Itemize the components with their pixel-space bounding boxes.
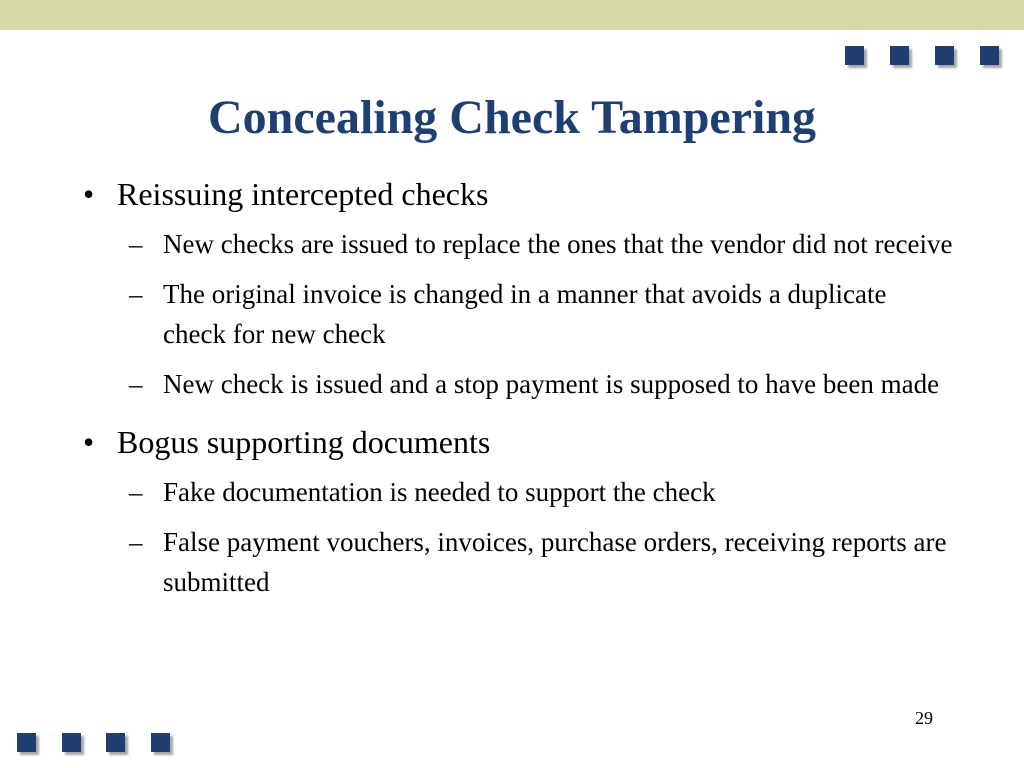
top-decorative-square bbox=[845, 46, 864, 65]
top-decorative-square bbox=[890, 46, 909, 65]
sub-bullet-marker: – bbox=[129, 229, 143, 259]
sub-bullet-text: False payment vouchers, invoices, purchase orders, receiving reports are submitted bbox=[163, 527, 947, 597]
bullet-item bbox=[83, 172, 953, 216]
sub-bullet-text: New check is issued and a stop payment is supposed to have been made bbox=[163, 369, 940, 399]
sub-bullet-item bbox=[83, 224, 953, 264]
bullet-marker: • bbox=[83, 176, 95, 212]
sub-bullet-text: New checks are issued to replace the ones that the vendor did not receive bbox=[163, 229, 953, 259]
sub-bullet-marker: – bbox=[129, 477, 143, 507]
slide-title: Concealing Check Tampering bbox=[207, 91, 817, 144]
sub-bullet-marker: – bbox=[129, 279, 143, 309]
bullet-marker: • bbox=[83, 424, 95, 460]
bullet-text: Reissuing intercepted checks bbox=[117, 176, 489, 212]
bottom-decorative-square bbox=[17, 733, 36, 752]
bottom-decorative-square bbox=[62, 733, 81, 752]
sub-bullet-marker: – bbox=[129, 527, 143, 557]
bullet-text: Bogus supporting documents bbox=[117, 424, 491, 460]
sub-bullet-item bbox=[83, 364, 953, 404]
sub-bullet-item bbox=[83, 472, 953, 512]
bottom-decorative-square bbox=[151, 733, 170, 752]
top-decorative-band bbox=[0, 0, 1024, 30]
slide-content bbox=[83, 172, 953, 612]
sub-bullet-marker: – bbox=[129, 369, 143, 399]
sub-bullet-text: Fake documentation is needed to support the check bbox=[163, 477, 716, 507]
bottom-decorative-square bbox=[106, 733, 125, 752]
sub-bullet-text: The original invoice is changed in a manner that avoids a duplicate check for new check bbox=[163, 279, 887, 349]
slide-number: 29 bbox=[915, 708, 933, 728]
sub-bullet-item bbox=[83, 274, 953, 354]
bullet-item bbox=[83, 420, 953, 464]
sub-bullet-item bbox=[83, 522, 953, 602]
top-decorative-square bbox=[935, 46, 954, 65]
top-decorative-square bbox=[980, 46, 999, 65]
